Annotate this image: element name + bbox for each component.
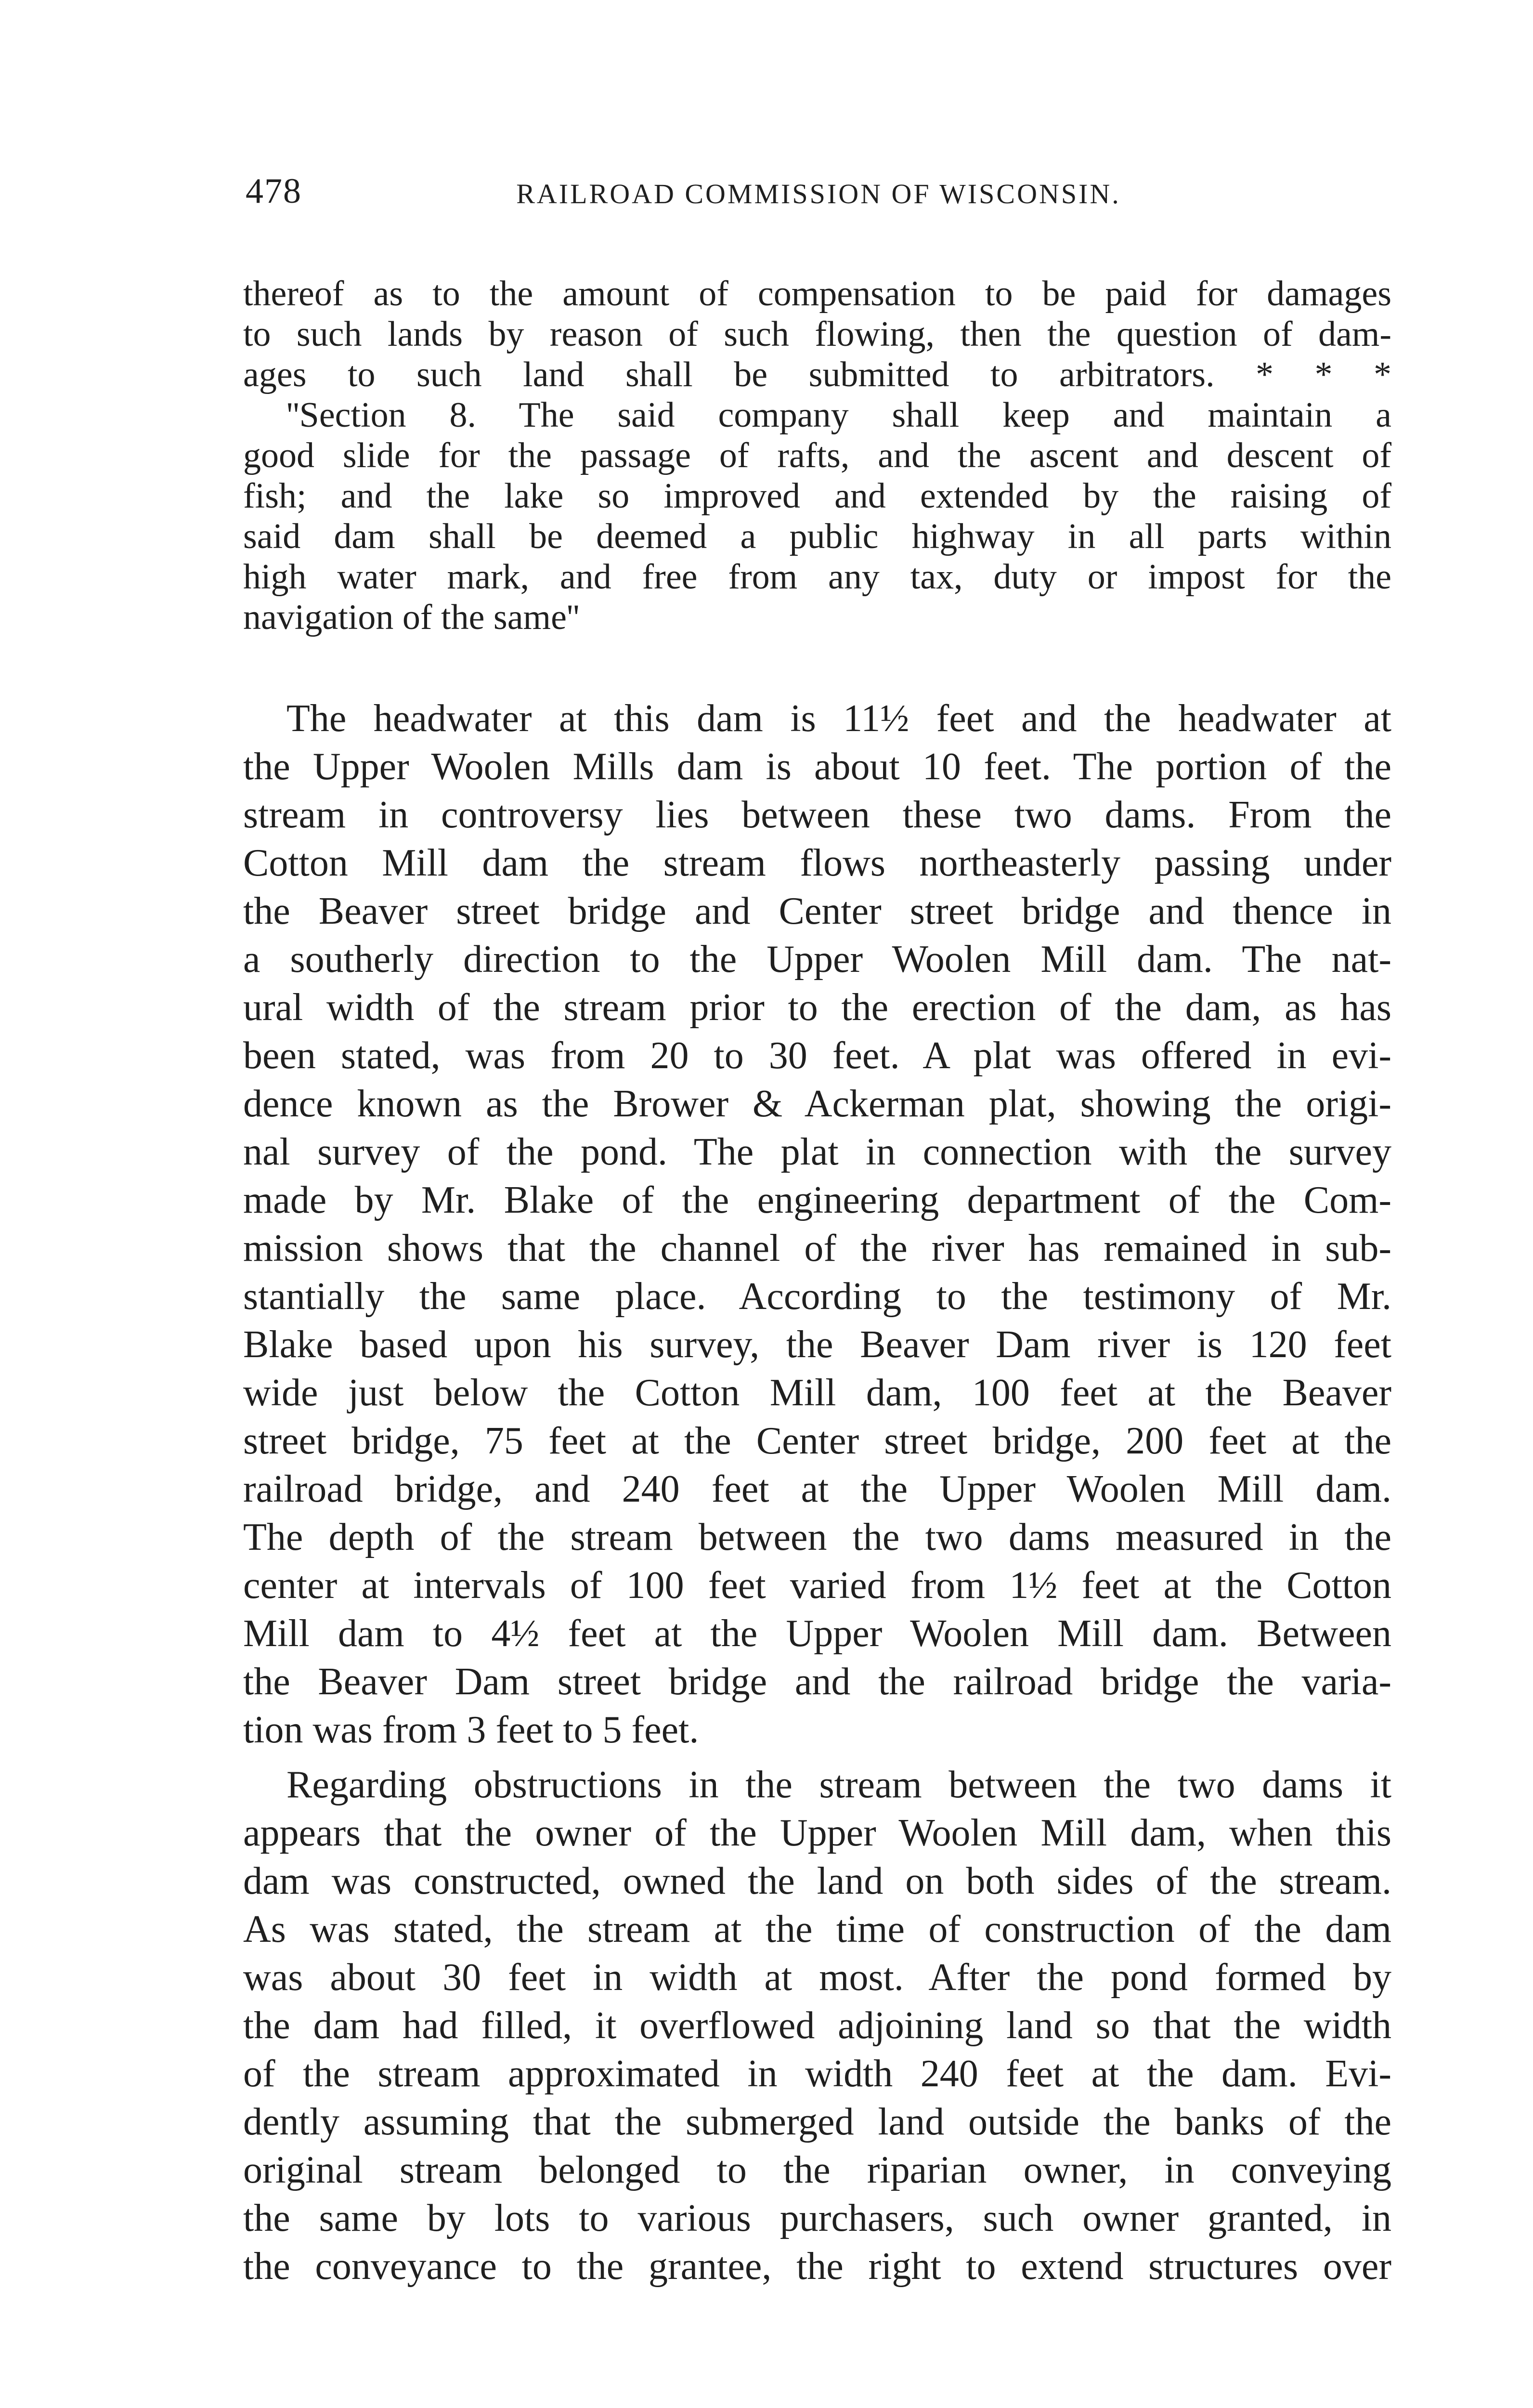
text-line: the conveyance to the grantee, the right to extend structures over [243, 2245, 1391, 2288]
paragraph-obstructions [243, 1761, 1391, 2290]
text-line: Blake based upon his survey, the Beaver Dam river is 120 feet [243, 1323, 1391, 1366]
text-line: Cotton Mill dam the stream flows northeasterly passing under [243, 842, 1391, 884]
text-line: appears that the owner of the Upper Woolen Mill dam, when this [243, 1812, 1391, 1854]
text-line: ''Section 8. The said company shall keep and maintain a [286, 395, 1391, 435]
text-line: wide just below the Cotton Mill dam, 100 feet at the Beaver [243, 1372, 1391, 1414]
text-line: the dam had filled, it overflowed adjoining land so that the width [243, 2004, 1391, 2047]
text-line: dently assuming that the submerged land outside the banks of the [243, 2101, 1391, 2143]
text-line: nal survey of the pond. The plat in connection with the survey [243, 1131, 1391, 1173]
text-line: the same by lots to various purchasers, such owner granted, in [243, 2197, 1391, 2239]
text-line: said dam shall be deemed a public highway in all parts within [243, 517, 1391, 556]
text-line: made by Mr. Blake of the engineering department of the Com- [243, 1179, 1391, 1221]
text-line: tion was from 3 feet to 5 feet. [243, 1709, 699, 1751]
text-line: As was stated, the stream at the time of construction of the dam [243, 1908, 1391, 1950]
text-line: to such lands by reason of such flowing, then the question of dam- [243, 314, 1391, 354]
text-line: the Beaver street bridge and Center street bridge and thence in [243, 890, 1391, 932]
text-line: The depth of the stream between the two dams measured in the [243, 1516, 1391, 1558]
text-line: good slide for the passage of rafts, and the ascent and descent of [243, 436, 1391, 475]
text-line: railroad bridge, and 240 feet at the Upper Woolen Mill dam. [243, 1468, 1391, 1510]
text-line: dence known as the Brower & Ackerman plat, showing the origi- [243, 1083, 1391, 1125]
text-line: was about 30 feet in width at most. After the pond formed by [243, 1956, 1391, 1999]
running-head: RAILROAD COMMISSION OF WISCONSIN. [516, 178, 1121, 209]
text-line: been stated, was from 20 to 30 feet. A plat was offered in evi- [243, 1034, 1391, 1077]
page-body [243, 274, 1391, 2290]
page-number: 478 [246, 171, 302, 211]
text-line: Mill dam to 4½ feet at the Upper Woolen Mill dam. Between [243, 1612, 1391, 1655]
text-line: the Beaver Dam street bridge and the railroad bridge the varia- [243, 1661, 1391, 1703]
text-line: high water mark, and free from any tax, duty or impost for the [243, 557, 1391, 597]
text-line: dam was constructed, owned the land on both sides of the stream. [243, 1860, 1391, 1902]
text-line: stream in controversy lies between these two dams. From the [243, 794, 1391, 836]
text-line: the Upper Woolen Mills dam is about 10 feet. The portion of the [243, 746, 1391, 788]
text-line: street bridge, 75 feet at the Center street bridge, 200 feet at the [243, 1420, 1391, 1462]
paragraph-headwater [243, 694, 1391, 1754]
quoted-statute [243, 274, 1391, 638]
text-line: navigation of the same'' [243, 598, 580, 637]
text-line: mission shows that the channel of the river has remained in sub- [243, 1227, 1391, 1269]
text-line: Regarding obstructions in the stream between the two dams it [286, 1764, 1391, 1806]
text-line: of the stream approximated in width 240 feet at the dam. Evi- [243, 2053, 1391, 2095]
page-header [246, 171, 1391, 224]
text-line: original stream belonged to the riparian owner, in conveying [243, 2149, 1391, 2191]
text-line: center at intervals of 100 feet varied from 1½ feet at the Cotton [243, 1564, 1391, 1607]
text-line: ages to such land shall be submitted to arbitrators. * * * [243, 355, 1391, 394]
text-line: fish; and the lake so improved and extended by the raising of [243, 476, 1391, 516]
text-line: stantially the same place. According to the testimony of Mr. [243, 1275, 1391, 1318]
text-line: a southerly direction to the Upper Woolen Mill dam. The nat- [243, 938, 1391, 981]
text-line: ural width of the stream prior to the erection of the dam, as has [243, 986, 1391, 1029]
text-line: thereof as to the amount of compensation to be paid for damages [243, 274, 1391, 314]
text-line: The headwater at this dam is 11½ feet and the headwater at [286, 697, 1391, 740]
